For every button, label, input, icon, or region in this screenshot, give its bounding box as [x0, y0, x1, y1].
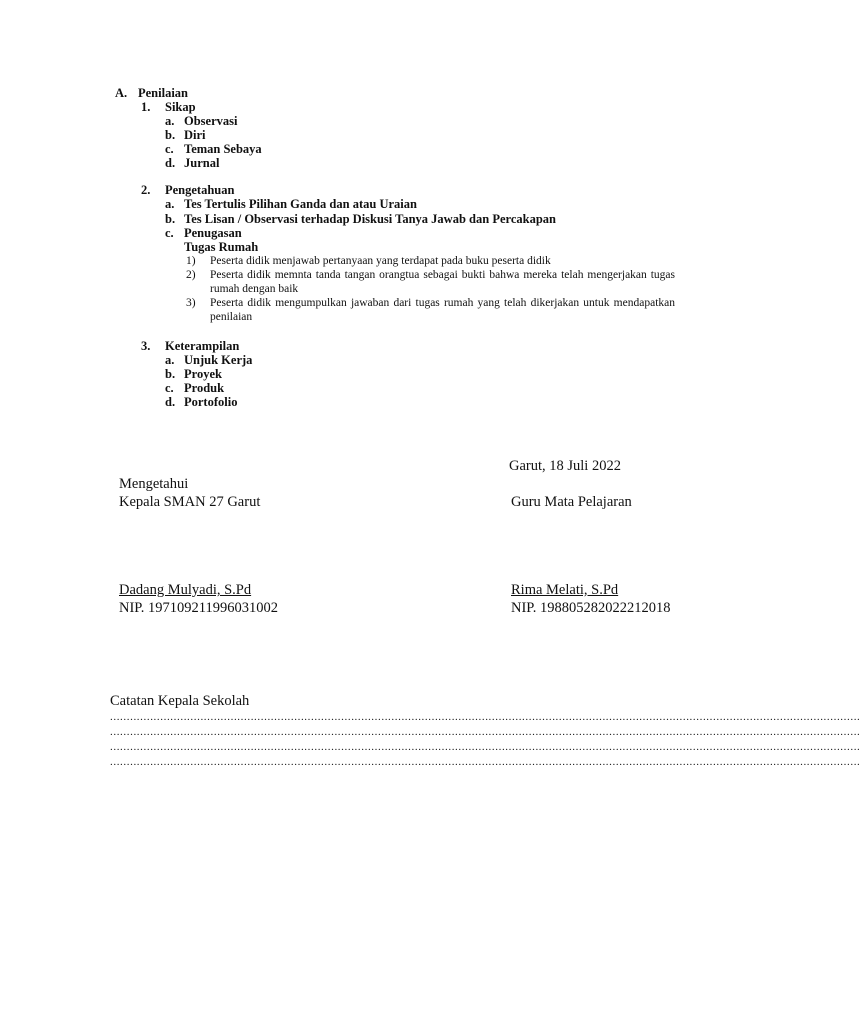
task-text: Peserta didik memnta tanda tangan orangtua sebagai bukti bahwa mereka telah mengerjakan tugas rumah dengan baik: [210, 269, 675, 295]
right-signer-name: Rima Melati, S.Pd: [511, 582, 619, 598]
left-signer-intro: Mengetahui: [119, 476, 189, 492]
list-marker: a.: [165, 353, 175, 367]
list-marker: d.: [165, 156, 176, 170]
list-marker: c.: [165, 381, 174, 395]
list-item: Unjuk Kerja: [184, 353, 253, 367]
task-marker: 3): [186, 297, 196, 309]
sikap-title: Sikap: [165, 100, 196, 114]
list-marker: b.: [165, 367, 176, 381]
keterampilan-number: 3.: [141, 339, 151, 353]
right-signer-nip: NIP. 198805282022212018: [511, 600, 671, 616]
pengetahuan-number: 2.: [141, 183, 151, 197]
notes-dotted-line: ................................................................................................................................................................................................................................: [110, 711, 860, 723]
task-text: Peserta didik menjawab pertanyaan yang terdapat pada buku peserta didik: [210, 255, 551, 267]
list-item: Produk: [184, 381, 225, 395]
notes-dotted-line: ................................................................................................................................................................................................................................: [110, 756, 860, 768]
right-signer-role: Guru Mata Pelajaran: [511, 494, 632, 510]
list-marker: c.: [165, 142, 174, 156]
notes-title: Catatan Kepala Sekolah: [110, 693, 250, 709]
place-date: Garut, 18 Juli 2022: [509, 458, 621, 474]
list-item: Teman Sebaya: [184, 142, 262, 156]
left-signer-name: Dadang Mulyadi, S.Pd: [119, 582, 252, 598]
list-item: Penugasan: [184, 226, 242, 240]
list-item: Jurnal: [184, 156, 220, 170]
list-item: Portofolio: [184, 395, 238, 409]
task-marker: 2): [186, 269, 196, 281]
task-text: Peserta didik mengumpulkan jawaban dari tugas rumah yang telah dikerjakan untuk mendapatkan penilaian: [210, 297, 675, 323]
list-marker: b.: [165, 128, 176, 142]
list-item: Proyek: [184, 367, 222, 381]
task-marker: 1): [186, 255, 196, 267]
section-marker: A.: [115, 86, 128, 100]
section-title: Penilaian: [138, 86, 189, 100]
list-marker: a.: [165, 197, 175, 211]
list-item: Tes Tertulis Pilihan Ganda dan atau Uraian: [184, 197, 417, 211]
pengetahuan-title: Pengetahuan: [165, 183, 235, 197]
list-marker: a.: [165, 114, 175, 128]
left-signer-role: Kepala SMAN 27 Garut: [119, 494, 261, 510]
list-marker: d.: [165, 395, 176, 409]
list-item: Tes Lisan / Observasi terhadap Diskusi Tanya Jawab dan Percakapan: [184, 212, 556, 226]
list-marker: b.: [165, 212, 176, 226]
left-signer-nip: NIP. 197109211996031002: [119, 600, 278, 616]
notes-dotted-line: ................................................................................................................................................................................................................................: [110, 726, 860, 738]
list-item: Diri: [184, 128, 206, 142]
notes-dotted-line: ................................................................................................................................................................................................................................: [110, 741, 860, 753]
list-marker: c.: [165, 226, 174, 240]
keterampilan-title: Keterampilan: [165, 339, 240, 353]
list-item: Observasi: [184, 114, 238, 128]
sikap-number: 1.: [141, 100, 151, 114]
subheading: Tugas Rumah: [184, 240, 259, 254]
